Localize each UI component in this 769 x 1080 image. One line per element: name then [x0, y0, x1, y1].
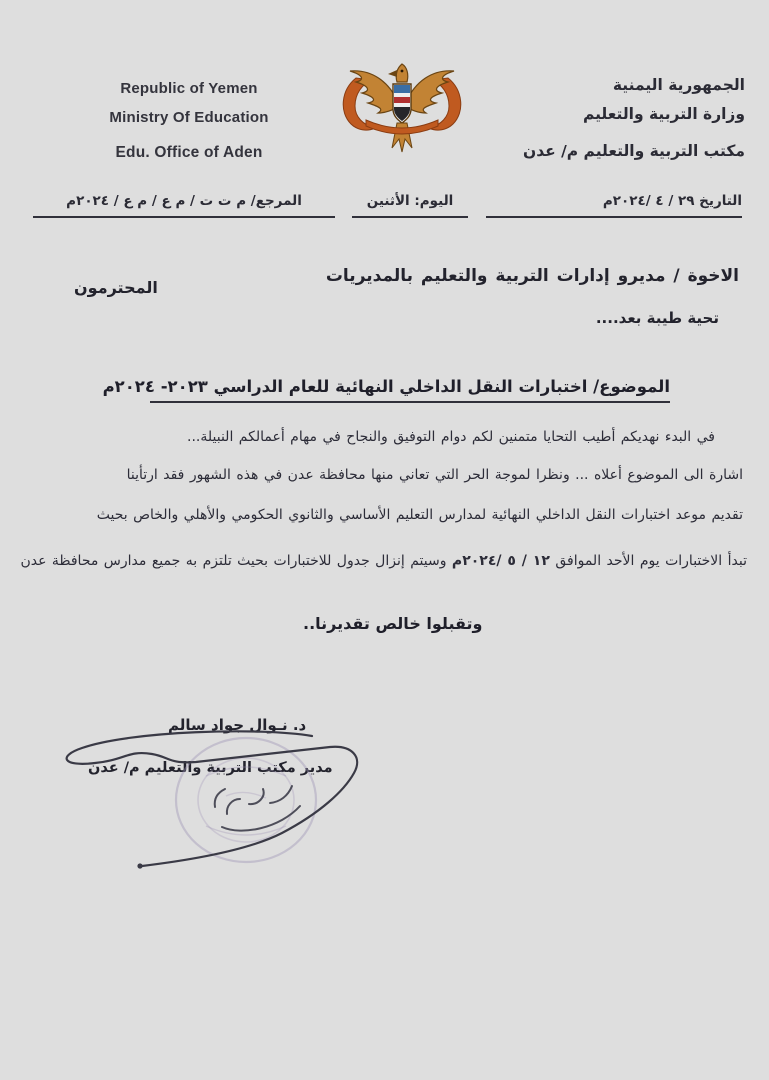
- letterhead-arabic: [523, 76, 745, 160]
- closing-line: وتقبلوا خالص تقديرنا..: [303, 614, 483, 633]
- exam-start-text: تبدأ الاختبارات يوم الأحد الموافق: [549, 553, 747, 569]
- signer-name: د. نـوال جواد سالم: [168, 716, 307, 734]
- exam-start-date: ١٢ / ٥ /٢٠٢٤م: [451, 553, 550, 569]
- greeting-line: تحية طيبة بعد....: [595, 309, 719, 327]
- reference-field: المرجع/ م ت ت / م ع / م ع / ٢٠٢٤م: [33, 189, 335, 218]
- letterhead-ar-office: مكتب التربية والتعليم م/ عدن: [522, 142, 745, 160]
- letterhead-english: [78, 80, 300, 162]
- body-paragraph-4: [20, 553, 747, 569]
- body-paragraph-1: في البدء نهديكم أطيب التحايا متمنين لكم دوام التوفيق والنجاح في مهام أعمالكم النبيلة...: [187, 429, 715, 445]
- addressee-line: الاخوة / مديرو إدارات التربية والتعليم بالمديريات: [325, 266, 739, 286]
- signer-title: مدير مكتب التربية والتعليم م/ عدن: [88, 760, 333, 776]
- exam-schedule-text: وسيتم إنزال جدول للاختبارات بحيث تلتزم به جميع مدارس محافظة عدن: [20, 553, 452, 569]
- letterhead-ar-ministry: وزارة التربية والتعليم: [582, 105, 745, 123]
- body-paragraph-2: اشارة الى الموضوع أعلاه ... ونظرا لموجة الحر التي تعاني منها محافظة عدن في هذه الشهور فقد ارتأينا: [126, 467, 743, 483]
- body-paragraph-3: تقديم موعد اختبارات النقل الداخلي النهائية لمدارس التعليم الأساسي والثانوي الحكومي والأهلي والخاص بحيث: [96, 507, 743, 523]
- day-field: اليوم: الأثنين: [352, 189, 468, 218]
- letterhead-ar-country: الجمهورية اليمنية: [612, 76, 745, 94]
- handwritten-signature-icon: [67, 731, 357, 868]
- stamp-handwriting-scribble: [215, 786, 300, 831]
- letterhead-en-ministry: Ministry Of Education: [109, 109, 269, 126]
- date-field: التاريخ ٢٩ / ٤ /٢٠٢٤م: [486, 189, 742, 218]
- letterhead-en-office: Edu. Office of Aden: [115, 144, 263, 161]
- circular-office-stamp-icon: [176, 738, 316, 862]
- yemen-coat-of-arms-eagle-icon: [336, 54, 468, 166]
- subject-line: الموضوع/ اختبارات النقل الداخلي النهائية للعام الدراسي ٢٠٢٣- ٢٠٢٤م: [150, 377, 670, 403]
- letterhead-en-country: Republic of Yemen: [120, 80, 258, 97]
- honorific-label: المحترمون: [74, 278, 158, 297]
